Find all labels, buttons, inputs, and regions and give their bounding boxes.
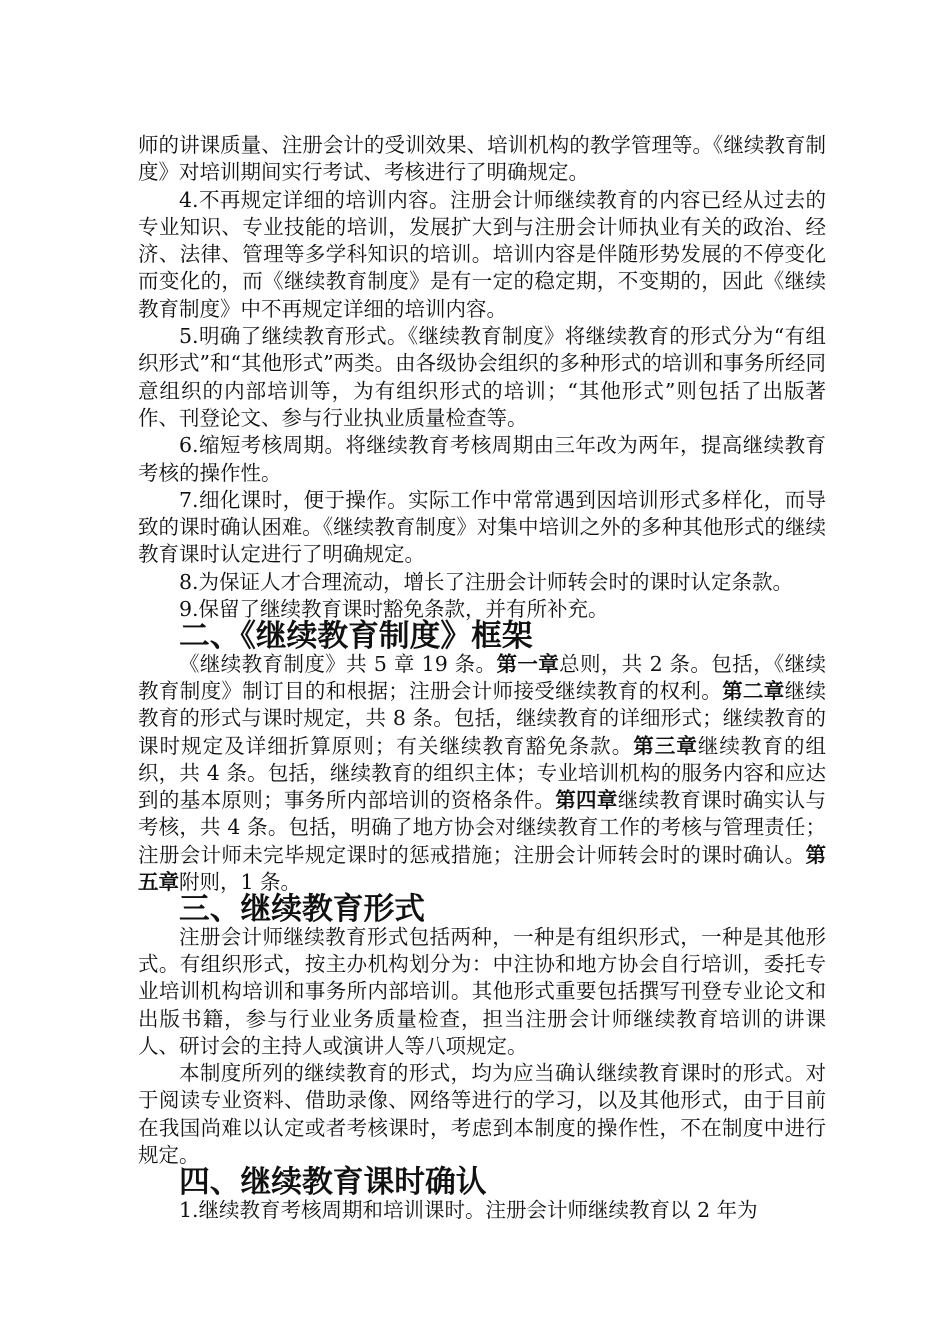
paragraph-item-4: 4.不再规定详细的培训内容。注册会计师继续教育的内容已经从过去的专业知识、专业技能的培训，发展扩大到与注册会计师执业有关的政治、经济、法律、管理等多学科知识的培训。培训内容是伴随形势发展的不停变化而变化的，而《继续教育制度》是有一定的稳定期，不变期的，因此《继续教育制度》中不再规定详细的培训内容。 bbox=[138, 187, 826, 321]
paragraph-item-6: 6.缩短考核周期。将继续教育考核周期由三年改为两年，提高继续教育考核的操作性。 bbox=[138, 433, 826, 485]
paragraph-forms: 注册会计师继续教育形式包括两种，一种是有组织形式，一种是其他形式。有组织形式，按主办机构划分为：中注协和地方协会自行培训，委托专业培训机构培训和事务所内部培训。其他形式重要包括撰写刊登专业论文和出版书籍，参与行业业务质量检查，担当注册会计师继续教育培训的讲课人、研讨会的主持人或演讲人等八项规定。 bbox=[138, 924, 826, 1058]
paragraph-forms-scope: 本制度所列的继续教育的形式，均为应当确认继续教育课时的形式。对于阅读专业资料、借助录像、网络等进行的学习，以及其他形式，由于目前在我国尚难以认定或者考核课时，考虑到本制度的操作性，不在制度中进行规定。 bbox=[138, 1061, 826, 1167]
framework-text-1: 总则，共 2 条。包括，《继续教育制度》制订目的和根据；注册会计师接受继续教育的权利。 bbox=[138, 651, 826, 703]
paragraph-item-8: 8.为保证人才合理流动，增长了注册会计师转会时的课时认定条款。 bbox=[179, 569, 794, 594]
framework-text-4: 继续教育课时确实认与考核，共 4 条。包括，明确了地方协会对继续教育工作的考核与管理责任；注册会计师未完毕规定课时的惩戒措施；注册会计师转会时的课时确认。 bbox=[138, 788, 826, 867]
framework-text-5: 附则，1 条。 bbox=[179, 870, 302, 895]
chapter-4-label: 第四章 bbox=[555, 788, 618, 813]
document-page bbox=[138, 132, 826, 1224]
framework-text-0: 《继续教育制度》共 5 章 19 条。 bbox=[179, 651, 497, 676]
paragraph-item-7: 7.细化课时，便于操作。实际工作中常常遇到因培训形式多样化，而导致的课时确认困难。《继续教育制度》对集中培训之外的多种其他形式的继续教育课时认定进行了明确规定。 bbox=[138, 487, 826, 567]
chapter-2-label: 第二章 bbox=[722, 678, 785, 703]
paragraph-continuation: 师的讲课质量、注册会计的受训效果、培训机构的教学管理等。《继续教育制度》对培训期间实行考试、考核进行了明确规定。 bbox=[138, 133, 826, 185]
framework-text-3: 继续教育的组织，共 4 条。包括，继续教育的组织主体；专业培训机构的服务内容和应达到的基本原则；事务所内部培训的资格条件。 bbox=[138, 733, 827, 813]
section-heading-forms: 三、继续教育形式 bbox=[179, 891, 426, 928]
paragraph-item-5: 5.明确了继续教育形式。《继续教育制度》将继续教育的形式分为“有组织形式”和“其他形式”两类。由各级协会组织的多种形式的培训和事务所经同意组织的内部培训等，为有组织形式的培训；“其他形式”则包括了出版著作、刊登论文、参与行业执业质量检查等。 bbox=[138, 324, 826, 430]
chapter-3-label: 第三章 bbox=[633, 733, 698, 758]
paragraph-hours-1: 1.继续教育考核周期和培训课时。注册会计师继续教育以 2 年为 bbox=[179, 1197, 758, 1222]
chapter-5-label: 第五章 bbox=[138, 842, 826, 895]
chapter-1-label: 第一章 bbox=[496, 651, 560, 676]
section-heading-framework: 二、《继续教育制度》框架 bbox=[179, 618, 533, 655]
paragraph-framework bbox=[138, 651, 826, 897]
section-heading-hours: 四、继续教育课时确认 bbox=[179, 1164, 487, 1201]
framework-text-2: 继续教育的形式与课时规定，共 8 条。包括，继续教育的详细形式；继续教育的课时规定及详细折算原则；有关继续教育豁免条款。 bbox=[138, 678, 826, 758]
paragraph-item-9: 9.保留了继续教育课时豁免条款，并有所补充。 bbox=[179, 597, 609, 622]
